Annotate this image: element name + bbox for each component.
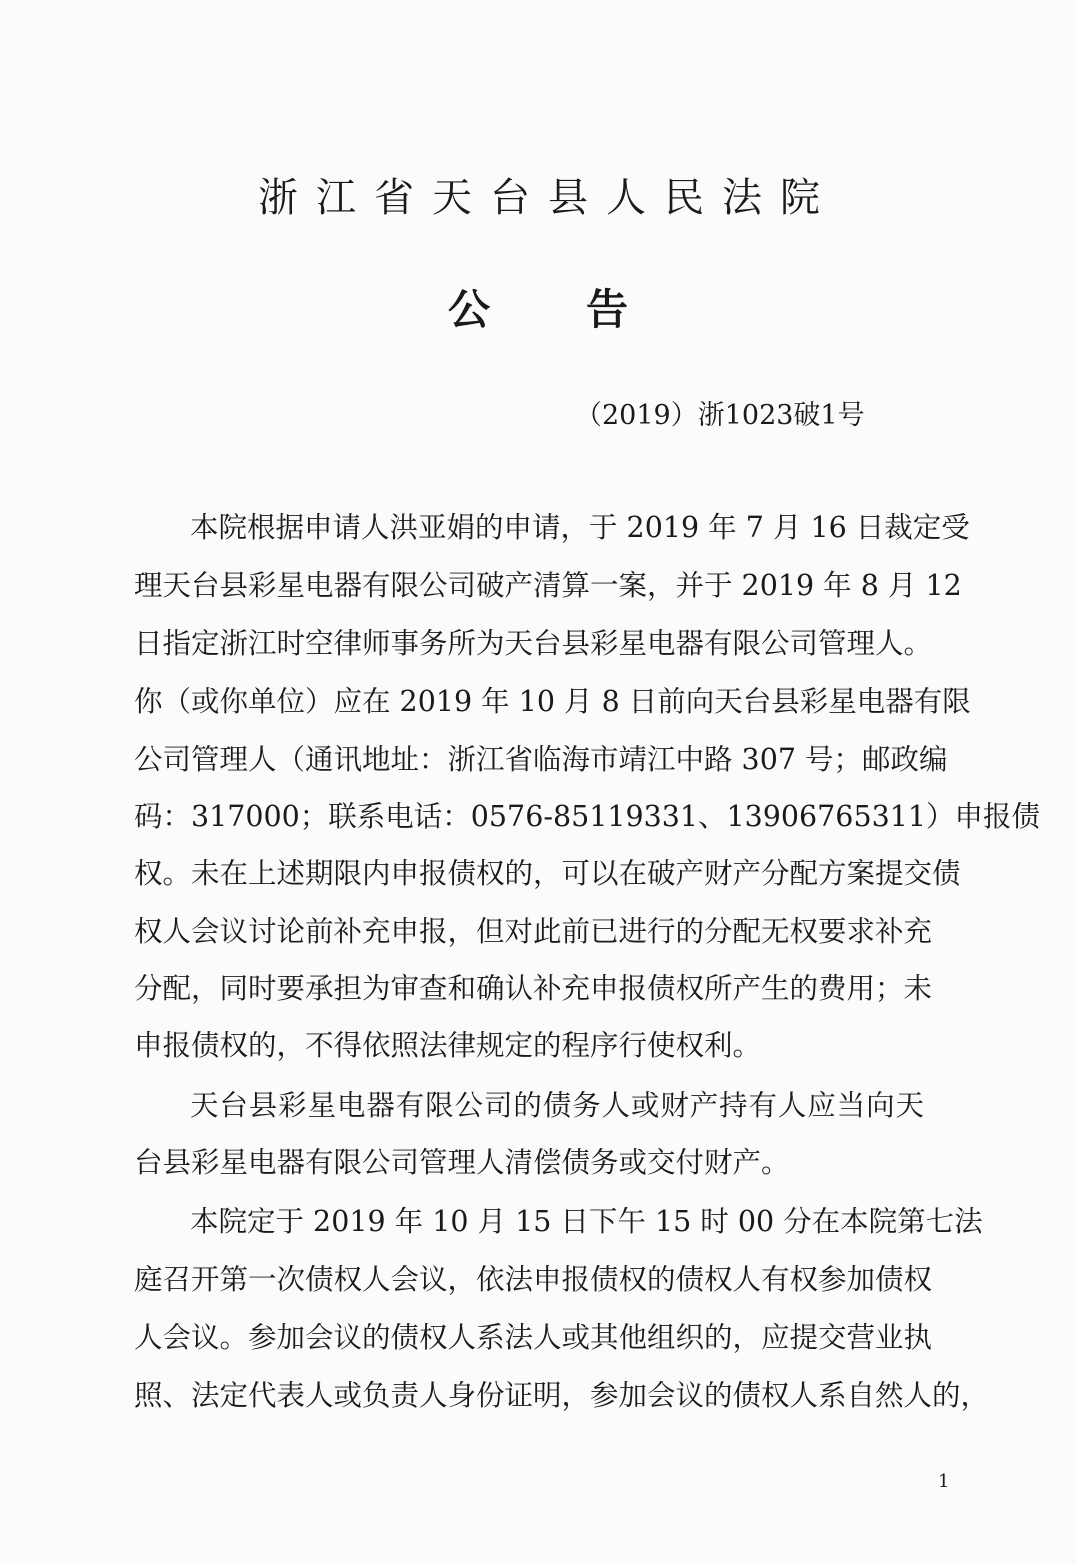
body-line: 你（或你单位）应在 2019 年 10 月 8 日前向天台县彩星电器有限 <box>134 685 971 718</box>
body-line: 本院根据申请人洪亚娟的申请，于 2019 年 7 月 16 日裁定受 <box>190 511 970 544</box>
body-line: 人会议。参加会议的债权人系法人或其他组织的，应提交营业执 <box>134 1321 933 1354</box>
body-line: 台县彩星电器有限公司管理人清偿债务或交付财产。 <box>134 1146 790 1179</box>
body-line: 本院定于 2019 年 10 月 15 日下午 15 时 00 分在本院第七法 <box>190 1205 983 1238</box>
case-number: （2019）浙1023破1号 <box>575 400 865 431</box>
body-line: 天台县彩星电器有限公司的债务人或财产持有人应当向天 <box>190 1089 924 1122</box>
notice-title: 公告 <box>447 285 724 334</box>
body-line: 码：317000；联系电话：0576-85119331、13906765311）申报债 <box>134 800 1040 833</box>
body-line: 理天台县彩星电器有限公司破产清算一案，并于 2019 年 8 月 12 <box>134 569 962 602</box>
body-line: 分配，同时要承担为审查和确认补充申报债权所产生的费用；未 <box>134 972 933 1005</box>
body-line: 日指定浙江时空律师事务所为天台县彩星电器有限公司管理人。 <box>134 627 933 660</box>
body-line: 照、法定代表人或负责人身份证明，参加会议的债权人系自然人的， <box>134 1379 990 1412</box>
body-line: 庭召开第一次债权人会议，依法申报债权的债权人有权参加债权 <box>134 1263 933 1296</box>
body-line: 申报债权的，不得依照法律规定的程序行使权利。 <box>134 1029 762 1062</box>
court-name: 浙江省天台县人民法院 <box>258 175 838 221</box>
body-line: 权人会议讨论前补充申报，但对此前已进行的分配无权要求补充 <box>134 915 933 948</box>
body-line: 权。未在上述期限内申报债权的，可以在破产财产分配方案提交债 <box>134 857 961 890</box>
body-line: 公司管理人（通讯地址：浙江省临海市靖江中路 307 号；邮政编 <box>134 743 948 776</box>
page-number: 1 <box>938 1471 950 1492</box>
